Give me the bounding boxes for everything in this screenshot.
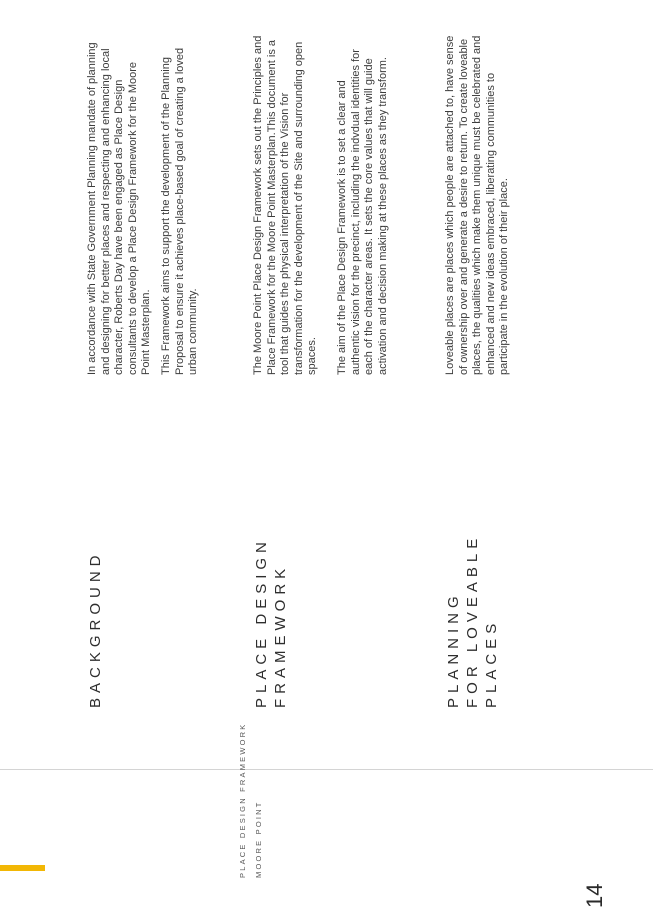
section-heading-place-design-framework: [252, 537, 290, 708]
framework-paragraph-1: The Moore Point Place Design Framework sets out the Principles and Place Framework for the Moore Point Masterplan.This document is a tool that guides the physical interpretation of the Vision for transformation for the development of the Site and surrounding open spaces.: [252, 35, 318, 375]
heading-line: BACKGROUND: [87, 550, 104, 708]
footer-document-title: PLACE DESIGN FRAMEWORK: [238, 722, 247, 878]
loveable-places-paragraph: Loveable places are places which people are attached to, have sense of ownership over and generate a desire to return. To create loveable places, the qualities which make them unique must be celebrated and enhanced and new ideas embraced, liberating communities to participate in the evolution of their place.: [444, 35, 510, 375]
footer-project-name: MOORE POINT: [254, 800, 263, 878]
page-number: 14: [582, 883, 607, 908]
heading-line: PLANNING: [445, 591, 462, 708]
background-paragraph-2: This Framework aims to support the development of the Planning Proposal to ensure it achieves place-based goal of creating a loved urban community.: [160, 47, 199, 375]
heading-line: PLACE DESIGN: [253, 537, 270, 708]
background-paragraph-1: In accordance with State Government Planning mandate of planning and designing for better places and respecting and enhancing local character, Roberts Day have been engaged as Place Design consultants to develop a Place Design Framework for the Moore Point Masterplan.: [86, 42, 152, 375]
framework-paragraph-2: The aim of the Place Design Framework is to set a clear and authentic vision for the precinct, including the indvdual identities for each of the character areas. It sets the core values that will guide activation and decision making at these places as they transform.: [336, 49, 389, 375]
footer-divider: [0, 769, 653, 770]
heading-line: FOR LOVEABLE: [464, 533, 481, 708]
section-heading-background: [86, 550, 105, 708]
heading-line: PLACES: [483, 618, 500, 708]
heading-line: FRAMEWORK: [272, 563, 289, 708]
accent-bar: [0, 865, 45, 871]
section-heading-planning-loveable-places: [444, 534, 501, 708]
